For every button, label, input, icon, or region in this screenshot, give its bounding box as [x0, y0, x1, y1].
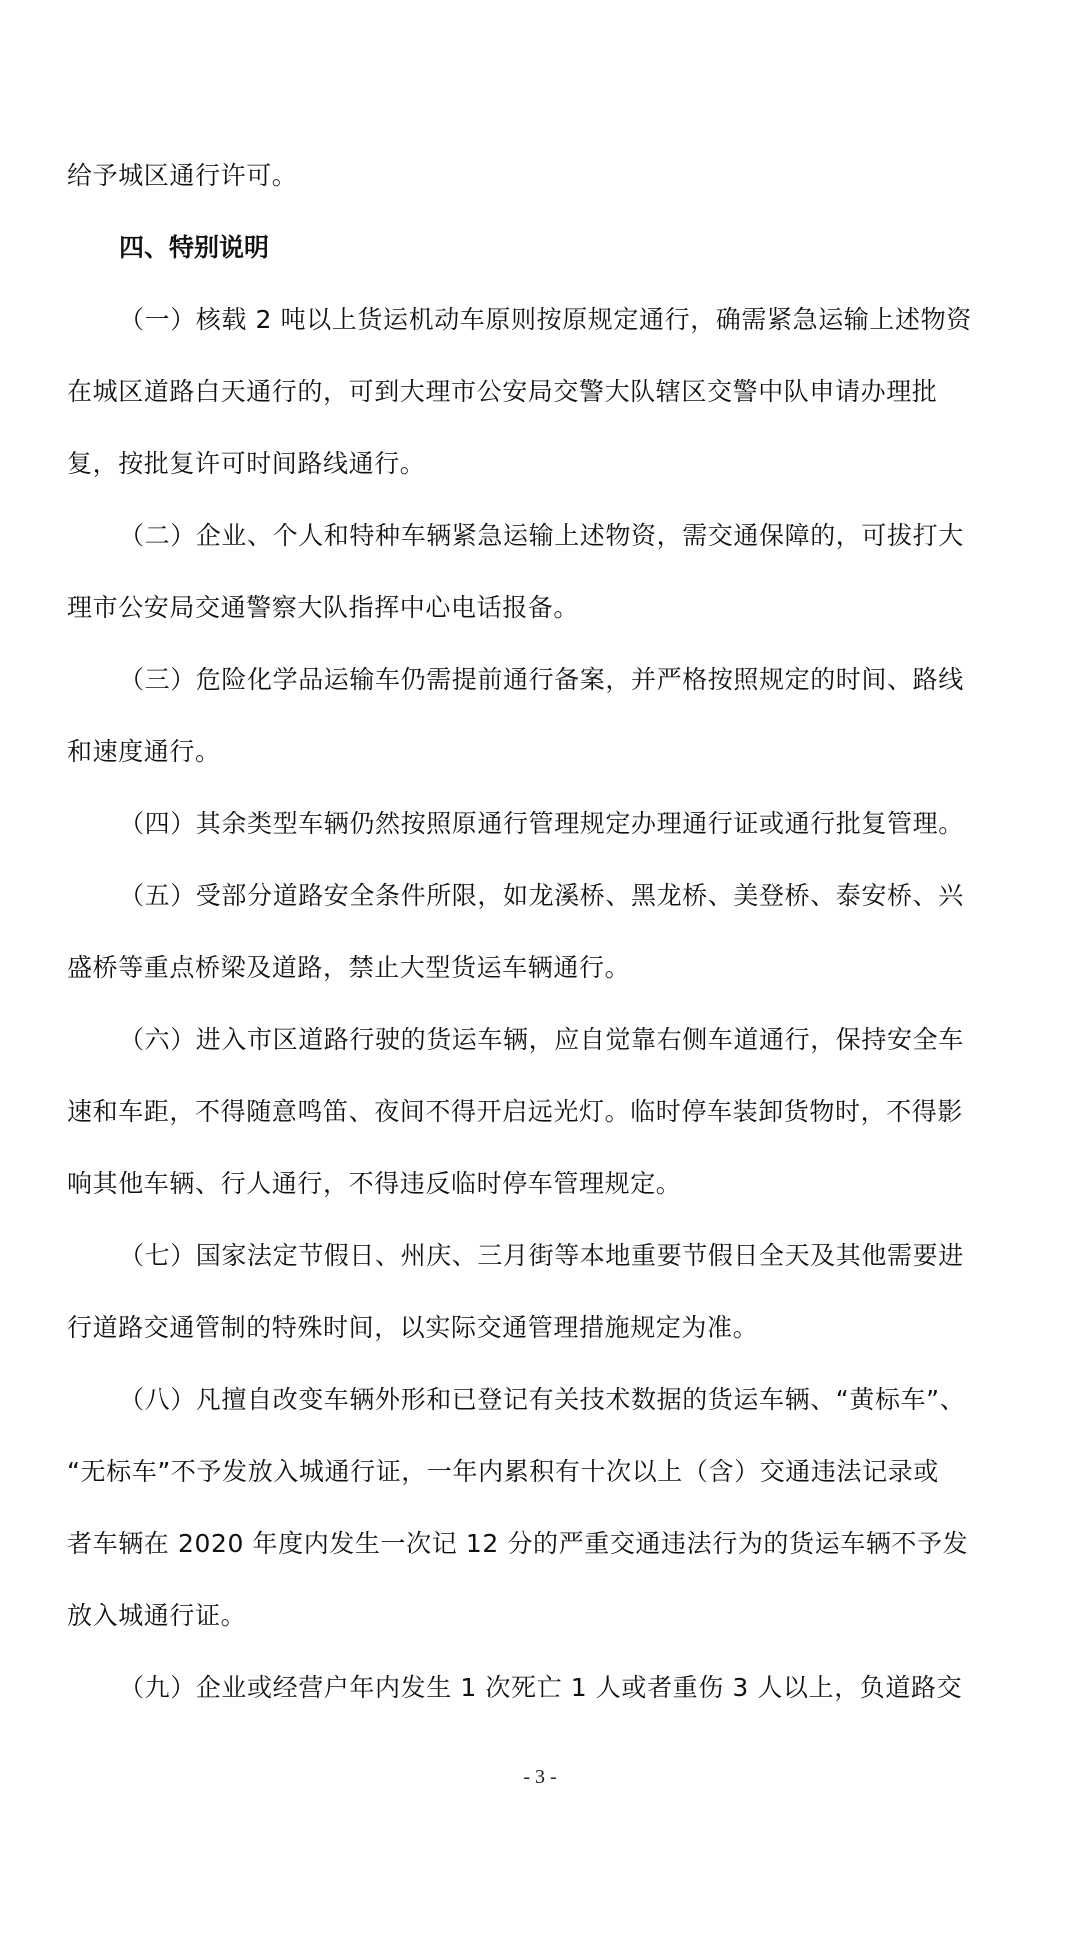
- body-line: 盛桥等重点桥梁及道路，禁止大型货运车辆通行。: [67, 953, 631, 982]
- body-line: “无标车”不予发放入城通行证，一年内累积有十次以上（含）交通违法记录或: [67, 1457, 939, 1486]
- page-number: - 3 -: [523, 1766, 557, 1788]
- body-line: （一）核载 2 吨以上货运机动车原则按原规定通行，确需紧急运输上述物资: [119, 305, 972, 334]
- body-line: （八）凡擅自改变车辆外形和已登记有关技术数据的货运车辆、“黄标车”、: [119, 1385, 966, 1414]
- body-line: 者车辆在 2020 年度内发生一次记 12 分的严重交通违法行为的货运车辆不予发: [67, 1529, 969, 1558]
- body-line: 给予城区通行许可。: [67, 161, 298, 190]
- body-line: （六）进入市区道路行驶的货运车辆，应自觉靠右侧车道通行，保持安全车: [119, 1025, 964, 1054]
- body-line: （四）其余类型车辆仍然按照原通行管理规定办理通行证或通行批复管理。: [119, 809, 964, 838]
- body-line: 在城区道路白天通行的，可到大理市公安局交警大队辖区交警中队申请办理批: [67, 377, 938, 406]
- body-line: 理市公安局交通警察大队指挥中心电话报备。: [67, 593, 580, 622]
- body-line: 和速度通行。: [67, 737, 221, 766]
- body-line: 放入城通行证。: [67, 1601, 247, 1630]
- body-line: 行道路交通管制的特殊时间，以实际交通管理措施规定为准。: [67, 1313, 759, 1342]
- body-line: 复，按批复许可时间路线通行。: [67, 449, 426, 478]
- body-line: （三）危险化学品运输车仍需提前通行备案，并严格按照规定的时间、路线: [119, 665, 964, 694]
- body-line: 速和车距，不得随意鸣笛、夜间不得开启远光灯。临时停车装卸货物时，不得影: [67, 1097, 964, 1126]
- body-line: （九）企业或经营户年内发生 1 次死亡 1 人或者重伤 3 人以上，负道路交: [119, 1673, 963, 1702]
- body-line: 响其他车辆、行人通行，不得违反临时停车管理规定。: [67, 1169, 682, 1198]
- section-heading: 四、特别说明: [119, 233, 270, 262]
- body-line: （五）受部分道路安全条件所限，如龙溪桥、黑龙桥、美登桥、泰安桥、兴: [119, 881, 964, 910]
- document-body: [67, 140, 1015, 1724]
- body-line: （七）国家法定节假日、州庆、三月街等本地重要节假日全天及其他需要进: [119, 1241, 964, 1270]
- body-line: （二）企业、个人和特种车辆紧急运输上述物资，需交通保障的，可拔打大: [119, 521, 964, 550]
